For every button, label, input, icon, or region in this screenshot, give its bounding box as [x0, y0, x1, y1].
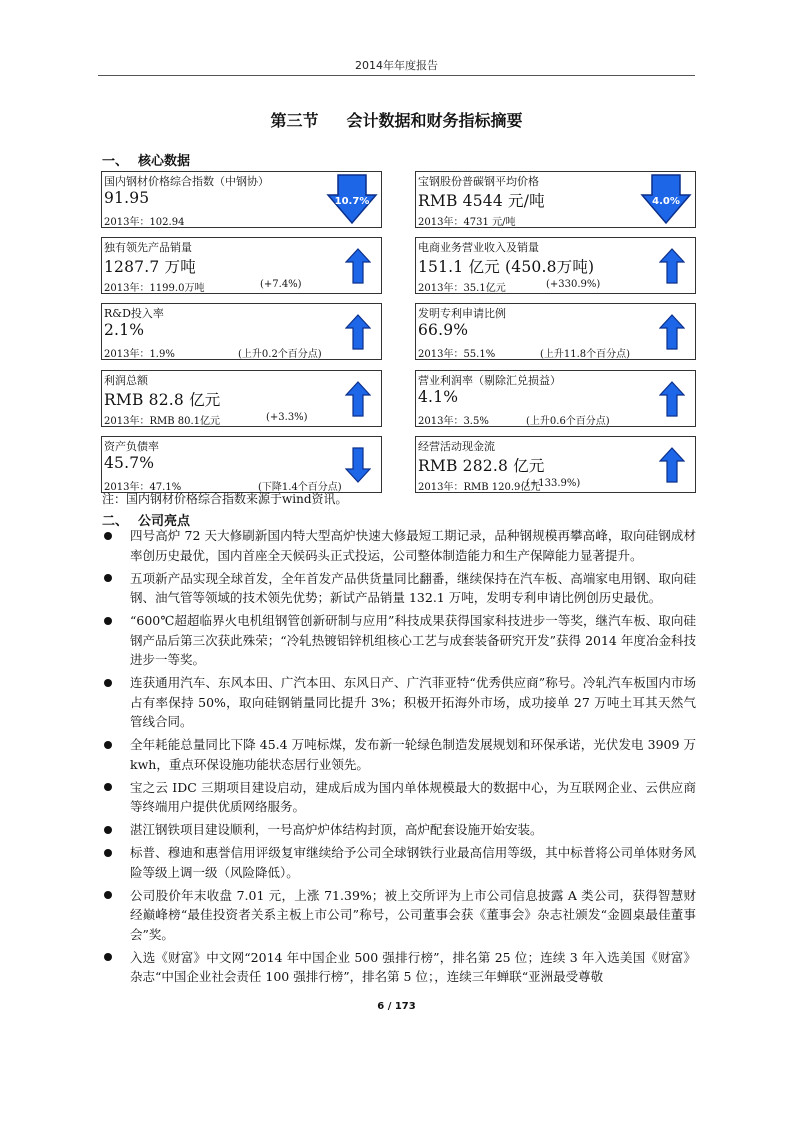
list-item-text: 宝之云 IDC 三期项目建设启动，建成后成为国内单体规模最大的数据中心，为互联网企业、云供应商等终端用户提供优质网络服务。 [130, 779, 696, 814]
metric-value: 1287.7 万吨 [104, 258, 196, 276]
list-item-text: 四号高炉 72 天大修刷新国内特大型高炉快速大修最短工期记录，品种钢规模再攀高峰，取向硅钢成材率创历史最优，国内首座全天候码头正式投运，公司整体制造能力和生产保障能力显著提升。 [130, 528, 696, 563]
metric-previous-year: 2013年：35.1亿元 [418, 283, 506, 294]
metric-previous-year: 2013年：RMB 120.9亿元 [418, 482, 541, 493]
metric-card [101, 237, 382, 294]
metric-value: 151.1 亿元 (450.8万吨) [418, 258, 595, 276]
down-arrow-icon [640, 173, 692, 225]
bullet-icon [104, 953, 112, 961]
change-indicator [345, 381, 371, 421]
bullet-icon [104, 891, 112, 899]
metric-label: 发明专利申请比例 [418, 307, 506, 320]
highlights-list [102, 526, 696, 990]
metric-change: (上升11.8个百分点) [540, 349, 631, 360]
metric-change: (上升0.2个百分点) [238, 349, 322, 360]
change-indicator [326, 173, 378, 229]
list-item-text: “600℃超超临界火电机组钢管创新研制与应用”科技成果获得国家科技进步一等奖，继汽车板、取向硅钢产品后第三次获此殊荣；“冷轧热镀铝锌机组核心工艺与成套装备研究开发”获得 2014 年度冶金科技进步一等奖。 [130, 613, 696, 667]
bullet-icon [104, 783, 112, 791]
metric-card [415, 436, 696, 493]
down-arrow-icon [345, 447, 371, 483]
list-item [102, 673, 696, 732]
metric-card [415, 370, 696, 427]
up-arrow-icon [345, 314, 371, 350]
heading-number: 一、 [102, 154, 129, 169]
up-arrow-icon [659, 381, 685, 417]
heading-text: 公司亮点 [138, 514, 191, 529]
metric-previous-year: 2013年：1199.0万吨 [104, 283, 205, 294]
metric-previous-year: 2013年：1.9% [104, 349, 175, 360]
metric-change: (+330.9%) [546, 279, 601, 290]
list-item-text: 湛江钢铁项目建设顺利，一号高炉炉体结构封顶，高炉配套设施开始安装。 [130, 822, 543, 837]
metric-label: 营业利润率（剔除汇兑损益） [418, 374, 561, 387]
change-indicator [345, 314, 371, 354]
metric-previous-year: 2013年：55.1% [418, 349, 496, 360]
metric-card [101, 303, 382, 360]
bullet-icon [104, 741, 112, 749]
list-item [102, 735, 696, 774]
bullet-icon [104, 679, 112, 687]
metric-card [101, 370, 382, 427]
bullet-icon [104, 849, 112, 857]
up-arrow-icon [659, 248, 685, 284]
metric-value: 91.95 [104, 189, 150, 207]
metric-previous-year: 2013年：4731 元/吨 [418, 217, 516, 228]
data-source-note: 注：国内钢材价格综合指数来源于wind资讯。 [102, 492, 348, 506]
page-number: 6 / 173 [377, 1001, 416, 1012]
metric-label: R&D投入率 [104, 307, 164, 320]
metric-previous-year: 2013年：3.5% [418, 416, 489, 427]
metric-label: 利润总额 [104, 374, 148, 387]
section-title [0, 108, 793, 131]
change-indicator [659, 248, 685, 288]
metric-label: 电商业务营业收入及销量 [418, 241, 539, 254]
metric-value: RMB 4544 元/吨 [418, 192, 545, 210]
section-number: 第三节 [270, 111, 319, 130]
metric-previous-year: 2013年：47.1% [104, 482, 182, 493]
running-header: 2014年年度报告 [355, 59, 438, 72]
metric-label: 资产负债率 [104, 440, 159, 453]
list-item-text: 标普、穆迪和惠誉信用评级复审继续给予公司全球钢铁行业最高信用等级，其中标普将公司单体财务风险等级上调一级（风险降低）。 [130, 845, 696, 880]
metric-card [101, 171, 382, 228]
metric-value: 4.1% [418, 388, 459, 406]
up-arrow-icon [345, 248, 371, 284]
metric-change: (+7.4%) [260, 279, 302, 290]
metric-card [415, 303, 696, 360]
list-item-text: 五项新产品实现全球首发，全年首发产品供货量同比翻番，继续保持在汽车板、高端家电用钢、取向硅钢、油气管等领域的技术领先优势；新试产品销量 132.1 万吨，发明专利申请比例创历史最优。 [130, 570, 696, 605]
list-item-text: 连获通用汽车、东风本田、广汽本田、东风日产、广汽菲亚特“优秀供应商”称号。冷轧汽车板国内市场占有率保持 50%，取向硅钢销量同比提升 3%；积极开拓海外市场，成功接单 27 万吨土耳其天然气管线合同。 [130, 675, 696, 729]
section-heading: 会计数据和财务指标摘要 [346, 111, 523, 130]
change-indicator [345, 248, 371, 288]
list-item [102, 820, 696, 840]
heading-core-data [102, 150, 190, 169]
list-item [102, 843, 696, 882]
metric-change: (+133.9%) [526, 478, 581, 489]
percent-badge: 4.0% [652, 196, 680, 207]
list-item-text: 入选《财富》中文网“2014 年中国企业 500 强排行榜”，排名第 25 位；连续 3 年入选美国《财富》杂志“中国企业社会责任 100 强排行榜”，排名第 5 位；，连续三年蝉联“亚洲最受尊敬 [130, 949, 696, 984]
bullet-icon [104, 532, 112, 540]
bullet-icon [104, 617, 112, 625]
metric-change: (+3.3%) [266, 412, 308, 423]
change-indicator [345, 447, 371, 487]
metric-value: 66.9% [418, 321, 469, 339]
metric-label: 宝钢股份普碳钢平均价格 [418, 175, 539, 188]
list-item [102, 569, 696, 608]
metric-previous-year: 2013年：102.94 [104, 217, 185, 228]
heading-text: 核心数据 [138, 154, 191, 169]
list-item [102, 948, 696, 987]
percent-badge: 10.7% [334, 196, 370, 207]
metric-change: (下降1.4个百分点) [258, 482, 342, 493]
bullet-icon [104, 574, 112, 582]
up-arrow-icon [659, 314, 685, 350]
metric-value: 2.1% [104, 321, 145, 339]
down-arrow-icon [326, 173, 378, 225]
metric-label: 独有领先产品销量 [104, 241, 192, 254]
metric-value: 45.7% [104, 454, 155, 472]
list-item-text: 全年耗能总量同比下降 45.4 万吨标煤，发布新一轮绿色制造发展规划和环保承诺，光伏发电 3909 万 kwh，重点环保设施功能状态居行业领先。 [130, 737, 696, 772]
change-indicator [659, 447, 685, 487]
metric-previous-year: 2013年：RMB 80.1亿元 [104, 416, 221, 427]
list-item-text: 公司股价年末收盘 7.01 元，上涨 71.39%；被上交所评为上市公司信息披露 A 类公司，获得智慧财经巅峰榜“最佳投资者关系主板上市公司”称号，公司董事会获《董事会》杂志社颁发“金圆桌最佳董事会”奖。 [130, 887, 696, 942]
metric-value: RMB 82.8 亿元 [104, 391, 221, 409]
list-item [102, 611, 696, 670]
up-arrow-icon [345, 381, 371, 417]
metric-label: 经营活动现金流 [418, 440, 495, 453]
change-indicator [659, 381, 685, 421]
header-divider [98, 75, 695, 76]
change-indicator [659, 314, 685, 354]
metric-label: 国内钢材价格综合指数（中钢协） [104, 175, 269, 188]
list-item [102, 526, 696, 565]
list-item [102, 886, 696, 945]
metric-card [101, 436, 382, 493]
metric-change: (上升0.6个百分点) [526, 416, 610, 427]
bullet-icon [104, 826, 112, 834]
heading-number: 二、 [102, 514, 129, 529]
metric-card [415, 237, 696, 294]
up-arrow-icon [659, 447, 685, 483]
metric-card [415, 171, 696, 228]
metric-value: RMB 282.8 亿元 [418, 457, 545, 475]
list-item [102, 778, 696, 817]
change-indicator [640, 173, 692, 229]
